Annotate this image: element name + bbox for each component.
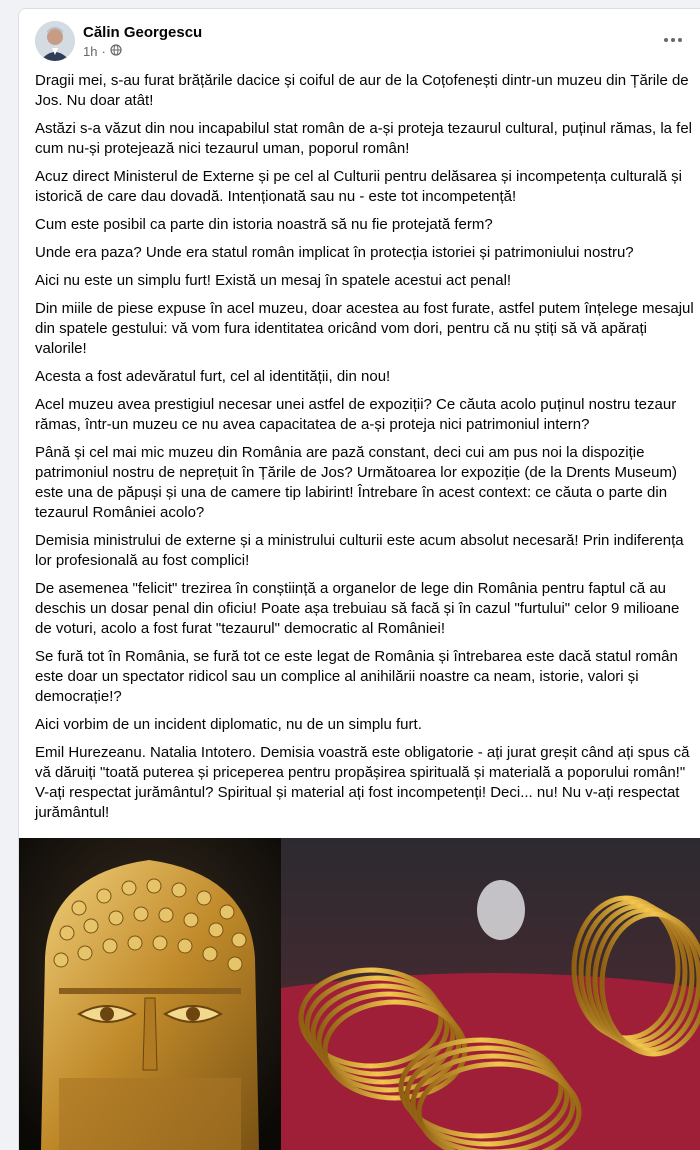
post-paragraph: Până și cel mai mic muzeu din România are pază constant, deci cui am pus noi la dispoziție patrimoniul nostru de neprețuit în Țările de Jos? Următoarea lor expoziție (de la Drents Museum) este una de păpuși și una de camere tip labirint! Întrebare în acest context: ce căuta o parte din tezaurul României acolo? — [35, 444, 677, 521]
post-paragraph: Demisia ministrului de externe și a ministrului culturii este acum absolut necesară! Prin indiferența lor profesională au fost complici! — [35, 532, 684, 569]
post-text — [35, 71, 697, 831]
post-paragraph: Acel muzeu avea prestigiul necesar unei astfel de expoziții? Ce căuta acolo puținul nostru tezaur rămas, într-un muzeu ce nu avea capacitatea de a-și proteja nici patrimoniul intern? — [35, 396, 677, 433]
post-paragraph: Emil Hurezeanu. Natalia Intotero. Demisia voastră este obligatorie - ați jurat greșit când ați spus că vă dăruiți "toată puterea și priceperea pentru propășirea spirituală și materială a poporului român!" V-ați respectat jurământul? Spiritual și material ați fost incompetenți! Deci... nu! Nu v-ați respectat jurământul! — [35, 744, 690, 821]
post-meta — [83, 44, 122, 59]
post-paragraph: Aici vorbim de un incident diplomatic, nu de un simplu furt. — [35, 716, 422, 733]
post-timestamp[interactable]: 1h — [83, 44, 98, 59]
more-options-button[interactable] — [659, 29, 687, 49]
golden-bracelets-photo[interactable] — [281, 838, 700, 1150]
post-paragraph: Aici nu este un simplu furt! Există un mesaj în spatele acestui act penal! — [35, 272, 512, 289]
post-card — [18, 8, 700, 1150]
post-paragraph: Acuz direct Ministerul de Externe și pe cel al Culturii pentru delăsarea și incompetența culturală și istorică de care dau dovadă. Intenționată sau nu - este tot incompetență! — [35, 168, 682, 205]
post-paragraph: Se fură tot în România, se fură tot ce este legat de România și întrebarea este dacă statul român este doar un spectator ridicol sau un complice al anihilării noastre ca neam, istorie, valori și democrație!? — [35, 648, 678, 705]
post-header — [35, 21, 700, 65]
meta-separator: · — [101, 44, 106, 59]
post-paragraph: Din miile de piese expuse în acel muzeu, doar acestea au fost furate, astfel putem înțelege mesajul din spatele gestului: vă vom fura identitatea oricând vom dori, pentru că nu știți să vă apărați valorile! — [35, 300, 694, 357]
post-paragraph: Dragii mei, s-au furat brățările dacice și coiful de aur de la Coțofenești dintr-un muzeu din Țările de Jos. Nu doar atât! — [35, 72, 689, 109]
post-paragraph: Acesta a fost adevăratul furt, cel al identității, din nou! — [35, 368, 391, 385]
more-horizontal-icon — [663, 30, 683, 48]
post-paragraph: Unde era paza? Unde era statul român implicat în protecția istoriei și patrimoniului nostru? — [35, 244, 634, 261]
post-paragraph: De asemenea "felicit" trezirea în conștiință a organelor de lege din România pentru faptul că au deschis un dosar penal din oficiu! Poate așa trebuiau să facă și în cazul "furtului" celor 9 milioane de voturi, acolo a fost furat "tezaurul" democratic al României! — [35, 580, 680, 637]
golden-helmet-photo[interactable] — [19, 838, 281, 1150]
post-paragraph: Cum este posibil ca parte din istoria noastră să nu fie protejată ferm? — [35, 216, 493, 233]
globe-icon — [110, 44, 122, 59]
avatar[interactable] — [35, 21, 75, 61]
post-photos — [19, 838, 700, 1150]
author-name[interactable]: Călin Georgescu — [83, 24, 203, 41]
post-paragraph: Astăzi s-a văzut din nou incapabilul stat român de a-și proteja tezaurul cultural, puținul rămas, la fel cum nu-și protejează nici tezaurul uman, poporul român! — [35, 120, 693, 157]
